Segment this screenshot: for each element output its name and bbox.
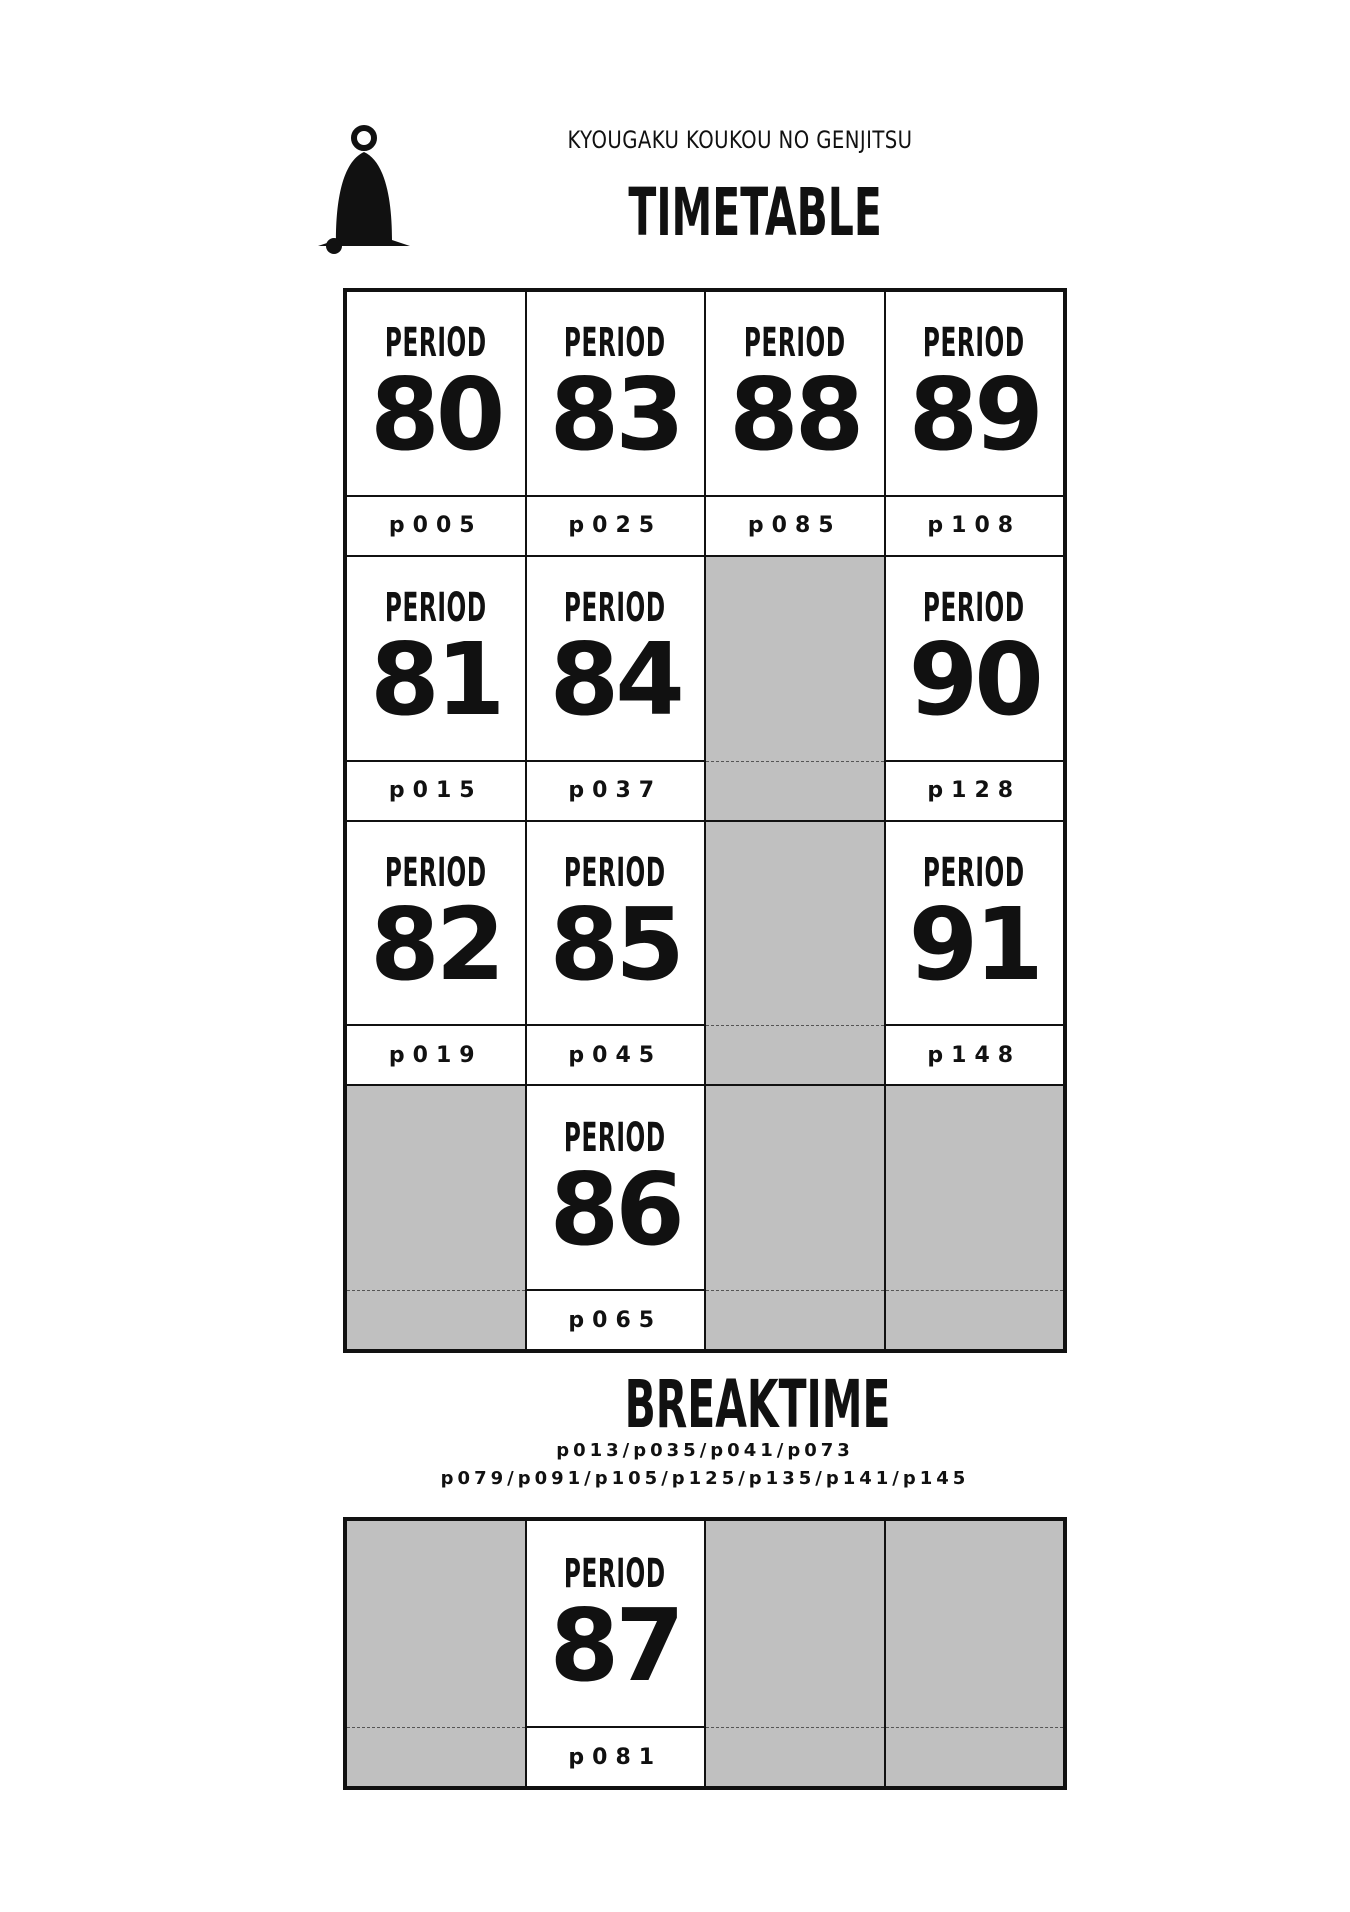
- timetable-grid: [343, 288, 1067, 1353]
- empty-cell: [706, 1521, 884, 1786]
- period-label: PERIOD: [923, 585, 1026, 632]
- period-cell: [886, 557, 1064, 820]
- period-label: PERIOD: [384, 585, 487, 632]
- period-cell: [706, 292, 884, 555]
- page-ref: p019: [388, 1042, 483, 1068]
- period-number: 90: [908, 621, 1040, 739]
- period-number: 87: [549, 1586, 681, 1704]
- period-label: PERIOD: [564, 320, 667, 367]
- period-cell: [886, 292, 1064, 555]
- period-number: 83: [549, 356, 681, 474]
- period-number: 86: [549, 1150, 681, 1268]
- empty-cell: [347, 1086, 525, 1349]
- breaktime-pages-line2: p079/p091/p105/p125/p135/p141/p145: [440, 1468, 970, 1489]
- period-label: PERIOD: [743, 320, 846, 367]
- empty-cell: [706, 557, 884, 820]
- period-cell: [347, 557, 525, 820]
- page-ref: p025: [568, 513, 663, 539]
- period-cell: [527, 557, 705, 820]
- period-cell: [347, 822, 525, 1085]
- period-number: 85: [549, 885, 681, 1003]
- page-ref: p037: [568, 778, 663, 803]
- period-label: PERIOD: [564, 585, 667, 632]
- period-label: PERIOD: [564, 849, 667, 896]
- empty-cell: [706, 822, 884, 1085]
- period-number: 91: [908, 885, 1040, 1003]
- period-cell: [527, 1086, 705, 1349]
- page-ref: p045: [568, 1042, 663, 1068]
- period-cell: [527, 1521, 705, 1786]
- period-label: PERIOD: [384, 849, 487, 896]
- period-label: PERIOD: [923, 849, 1026, 896]
- extra-grid: [343, 1517, 1067, 1790]
- page-ref: p085: [747, 513, 842, 539]
- series-title: KYOUGAKU KOUKOU NO GENJITSU: [567, 126, 913, 154]
- period-number: 80: [370, 356, 502, 474]
- period-cell: [347, 292, 525, 555]
- bell-icon: [314, 122, 414, 254]
- page-ref: p128: [927, 778, 1022, 803]
- page-ref: p015: [388, 778, 483, 803]
- period-label: PERIOD: [384, 320, 487, 367]
- page-ref: p065: [568, 1307, 663, 1333]
- breaktime-title: BREAKTIME: [624, 1366, 891, 1443]
- period-label: PERIOD: [564, 1550, 667, 1597]
- page-ref: p081: [568, 1744, 663, 1770]
- period-cell: [886, 822, 1064, 1085]
- period-number: 84: [549, 621, 681, 739]
- period-number: 82: [370, 885, 502, 1003]
- period-label: PERIOD: [564, 1114, 667, 1161]
- empty-cell: [886, 1086, 1064, 1349]
- period-cell: [527, 822, 705, 1085]
- period-label: PERIOD: [923, 320, 1026, 367]
- page-title: TIMETABLE: [628, 174, 882, 251]
- empty-cell: [886, 1521, 1064, 1786]
- period-number: 81: [370, 621, 502, 739]
- period-number: 88: [729, 356, 861, 474]
- period-number: 89: [908, 356, 1040, 474]
- page-ref: p148: [927, 1042, 1022, 1068]
- empty-cell: [347, 1521, 525, 1786]
- breaktime-pages-line1: p013/p035/p041/p073: [556, 1440, 854, 1461]
- page-ref: p005: [388, 513, 483, 539]
- period-cell: [527, 292, 705, 555]
- empty-cell: [706, 1086, 884, 1349]
- page-ref: p108: [927, 513, 1022, 539]
